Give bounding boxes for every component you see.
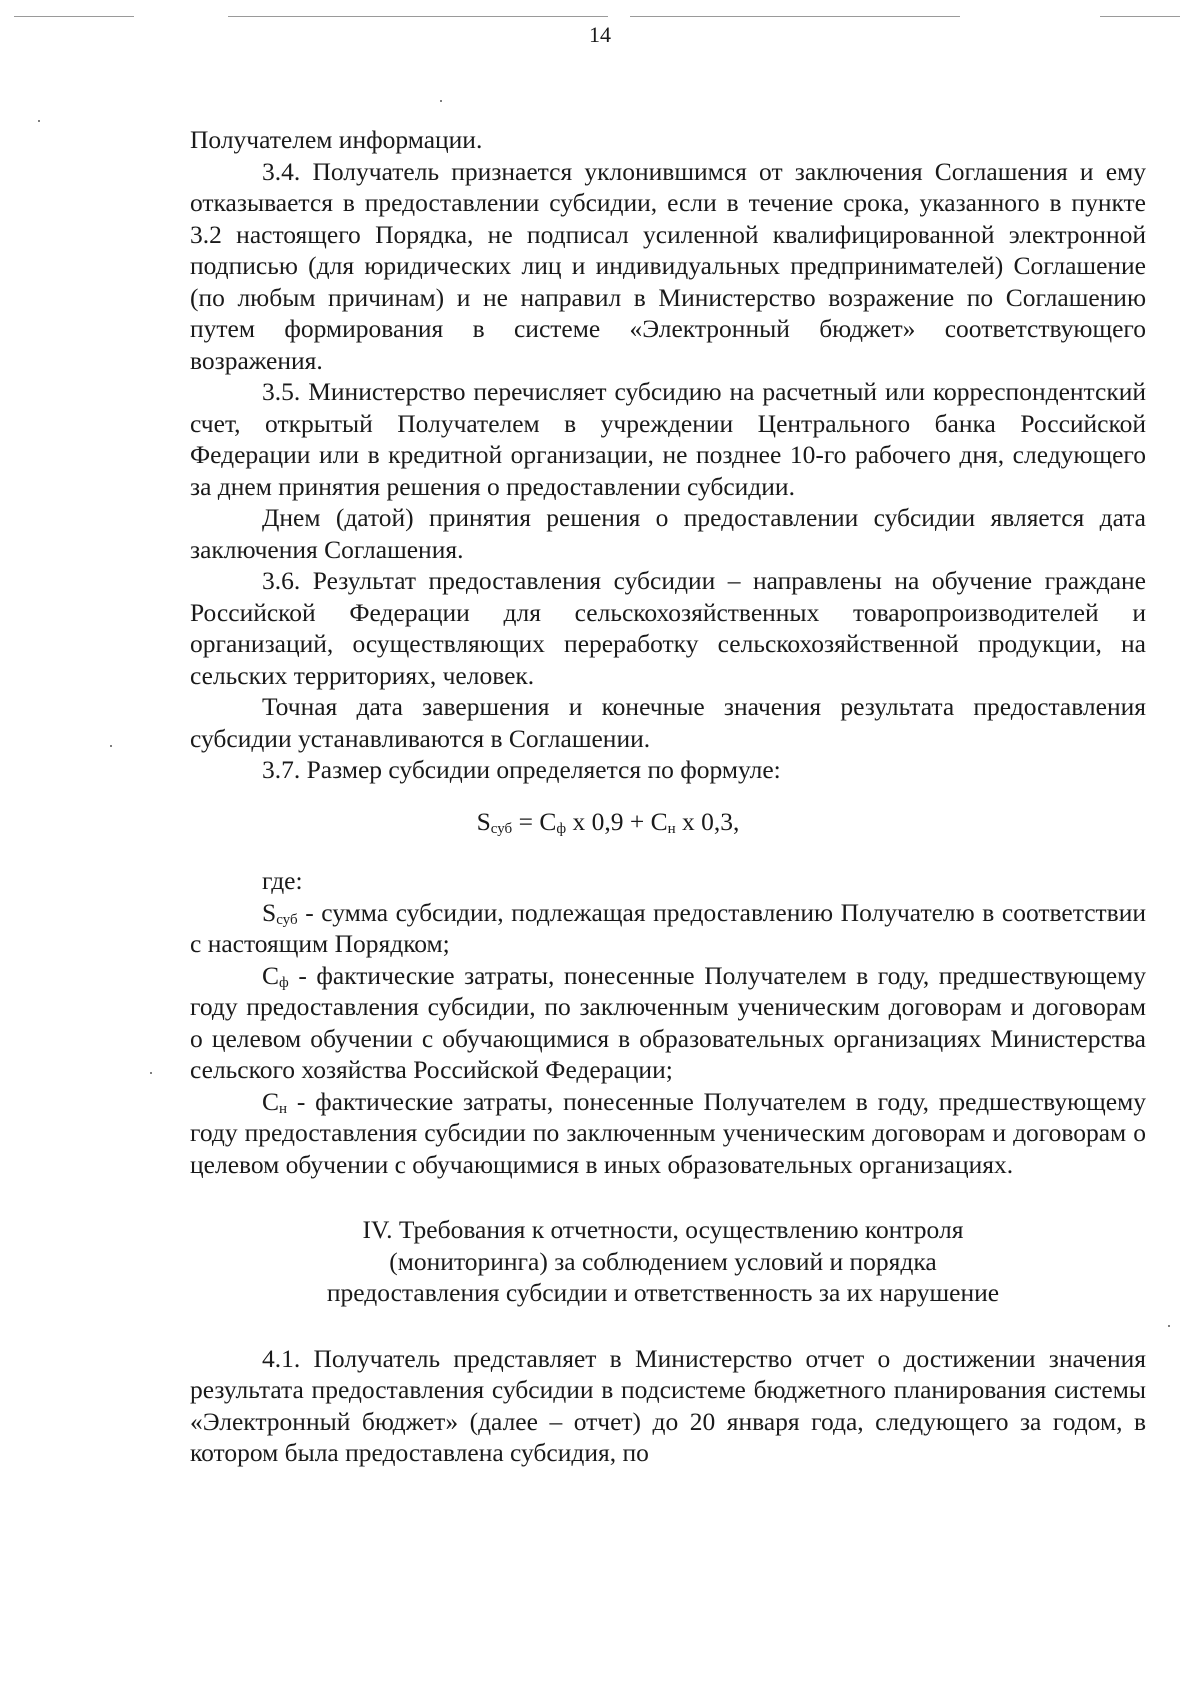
formula-symbol-cn: С xyxy=(650,806,668,836)
scan-speck xyxy=(440,100,442,102)
scan-artifact xyxy=(630,16,960,17)
scan-speck xyxy=(110,745,112,747)
definition-s-sub xyxy=(190,897,1146,960)
section-heading-line: (мониторинга) за соблюдением условий и порядка xyxy=(389,1246,937,1276)
formula-equals: = xyxy=(512,806,540,836)
section-heading-line: предоставления субсидии и ответственность за их нарушение xyxy=(326,1278,1000,1307)
formula-term: х 0,9 + xyxy=(566,806,651,836)
paragraph-4-1: 4.1. Получатель представляет в Министерство отчет о достижении значения результата предоставления субсидии в подсистеме бюджетного планирования системы «Электронный бюджет» (далее – отчет) до 20 января года, следующего за годом, в котором была предоставлена субсидия, по xyxy=(190,1343,1146,1467)
section-heading xyxy=(190,1214,1146,1309)
scan-artifact xyxy=(14,16,134,17)
where-label: где: xyxy=(262,866,303,895)
scan-speck xyxy=(38,120,40,122)
definition-text: - фактические затраты, понесенные Получателем в году, предшествующему году предоставления субсидии, по заключенным ученическим договорам и договорам о целевом обучении с обучающимися в образовательных организациях Министерства сельского хозяйства Российской Федерации; xyxy=(190,960,1146,1084)
definition-subscript: н xyxy=(279,1100,288,1117)
definition-text: - фактические затраты, понесенные Получателем в году, предшествующему году предоставления субсидии по заключенным ученическим договорам и договорам о целевом обучении с обучающимися в иных образовательных организациях. xyxy=(190,1086,1146,1179)
paragraph-3-5: 3.5. Министерство перечисляет субсидию на расчетный или корреспондентский счет, открытый Получателем в учреждении Центрального банка Российской Федерации или в кредитной организации, не позднее 10-го рабочего дня, следующего за днем принятия решения о предоставлении субсидии. xyxy=(190,377,1146,501)
definition-subscript: суб xyxy=(276,911,298,928)
definition-symbol: С xyxy=(262,1086,280,1116)
scan-artifact xyxy=(1100,16,1180,17)
formula-subscript: суб xyxy=(490,820,513,837)
paragraph-decision-date: Днем (датой) принятия решения о предоставлении субсидии является дата заключения Соглашения. xyxy=(190,503,1146,564)
formula-symbol-s: S xyxy=(476,806,491,836)
definition-c-f xyxy=(190,960,1146,1086)
paragraph-result-date: Точная дата завершения и конечные значения результата предоставления субсидии устанавливаются в Соглашении. xyxy=(190,692,1146,753)
definition-symbol: S xyxy=(262,897,277,927)
paragraph-continuation: Получателем информации. xyxy=(190,125,483,154)
formula-subscript: н xyxy=(667,820,676,837)
paragraph-3-4: 3.4. Получатель признается уклонившимся от заключения Соглашения и ему отказывается в предоставлении субсидии, если в течение срока, указанного в пункте 3.2 настоящего Порядка, не подписал усиленной квалифицированной электронной подписью (для юридических лиц и индивидуальных предпринимателей) Соглашение (по любым причинам) и не направил в Министерство возражение по Соглашению путем формирования в системе «Электронный бюджет» соответствующего возражения. xyxy=(190,156,1146,375)
subsidy-formula xyxy=(190,806,1146,838)
paragraph-3-6: 3.6. Результат предоставления субсидии – направлены на обучение граждане Российской Федерации для сельскохозяйственных товаропроизводителей и организаций, осуществляющих переработку сельскохозяйственной продукции, на сельских территориях, человек. xyxy=(190,566,1146,690)
formula-subscript: ф xyxy=(556,820,567,837)
definition-subscript: ф xyxy=(279,974,289,991)
paragraph-3-7: 3.7. Размер субсидии определяется по формуле: xyxy=(262,755,781,784)
section-heading-line: IV. Требования к отчетности, осуществлению контроля xyxy=(362,1215,964,1244)
scan-artifact xyxy=(228,16,608,17)
definition-c-n xyxy=(190,1086,1146,1181)
formula-symbol-cf: С xyxy=(539,806,557,836)
document-body xyxy=(190,124,1146,1469)
scan-speck xyxy=(1168,1325,1170,1327)
definition-text: - сумма субсидии, подлежащая предоставлению Получателю в соответствии с настоящим Порядком; xyxy=(190,897,1146,958)
page-number: 14 xyxy=(589,22,611,47)
scan-speck xyxy=(150,1072,152,1074)
formula-term: х 0,3, xyxy=(675,806,740,836)
definition-symbol: С xyxy=(262,960,280,990)
